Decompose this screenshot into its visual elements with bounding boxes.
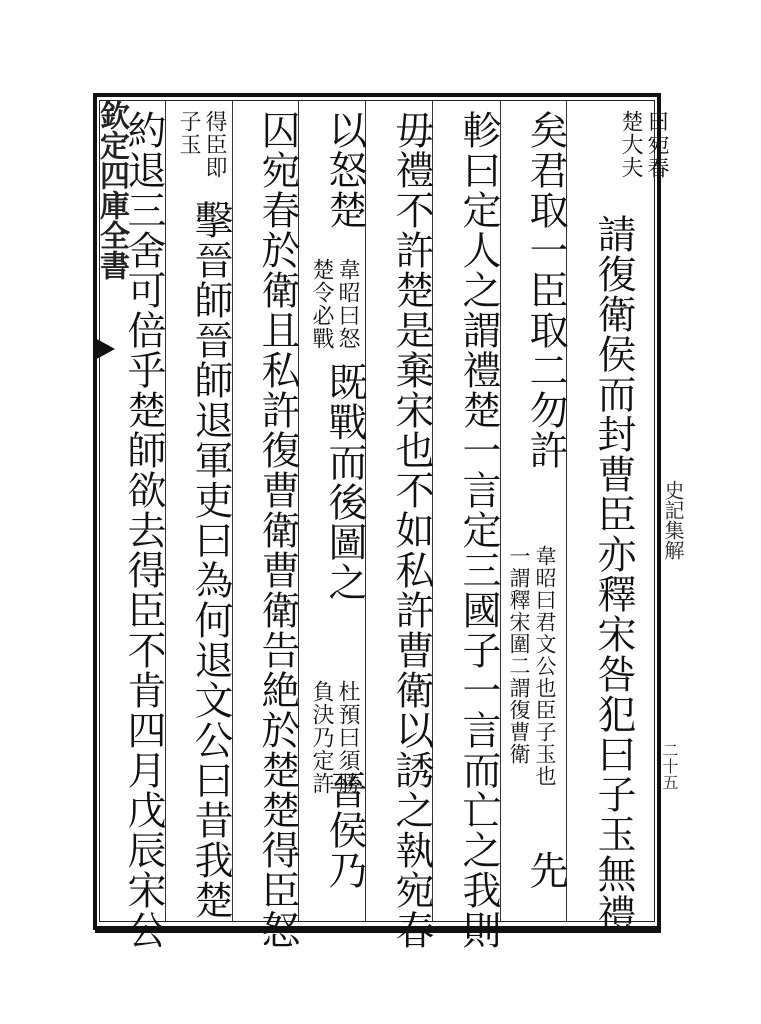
- text-column: 約退三舍可倍乎楚師欲去得臣不肯四月戊辰宋公: [121, 110, 166, 950]
- text-column: 軫曰定人之謂禮楚一言定三國子一言而亡之我則: [456, 110, 501, 950]
- text-column: 擊晉師晉師退軍吏曰為何退文公曰昔我楚: [188, 200, 233, 920]
- page-number: 二十五: [660, 742, 679, 790]
- text-column: 矣君取一臣取二勿許: [523, 110, 568, 470]
- text-column: 晉侯乃: [322, 770, 367, 890]
- book-label: 史記集解: [661, 480, 685, 560]
- volume-title: 欽定四庫全書: [94, 100, 129, 280]
- text-column: 以怒楚: [322, 110, 367, 230]
- annotation: 韋昭曰怒 楚令必戰: [309, 258, 360, 350]
- annotation: 曰宛春 楚大夫: [618, 110, 669, 179]
- fishtail-mark: [93, 337, 115, 361]
- text-column: 既戰而後圖之: [322, 362, 367, 602]
- annotation: 得臣即 子玉: [176, 110, 227, 179]
- text-column: 囚宛春於衛且私許復曹衛曹衛告絶於楚楚得臣怒: [255, 110, 300, 950]
- bottom-rule: [95, 930, 661, 933]
- annotation: 韋昭曰君文公也臣子玉也 一謂釋宋圍二謂復曹衛: [507, 545, 557, 787]
- text-column: 毋禮不許楚是棄宋也不如私許曹衛以誘之執宛春: [389, 110, 434, 950]
- text-column: 請復衛侯而封曹臣亦釋宋咎犯曰子玉無禮: [591, 214, 636, 934]
- text-column: 先: [523, 850, 568, 890]
- inner-border: [99, 100, 655, 922]
- annotation: 杜預曰須勝 負決乃定許: [309, 680, 360, 795]
